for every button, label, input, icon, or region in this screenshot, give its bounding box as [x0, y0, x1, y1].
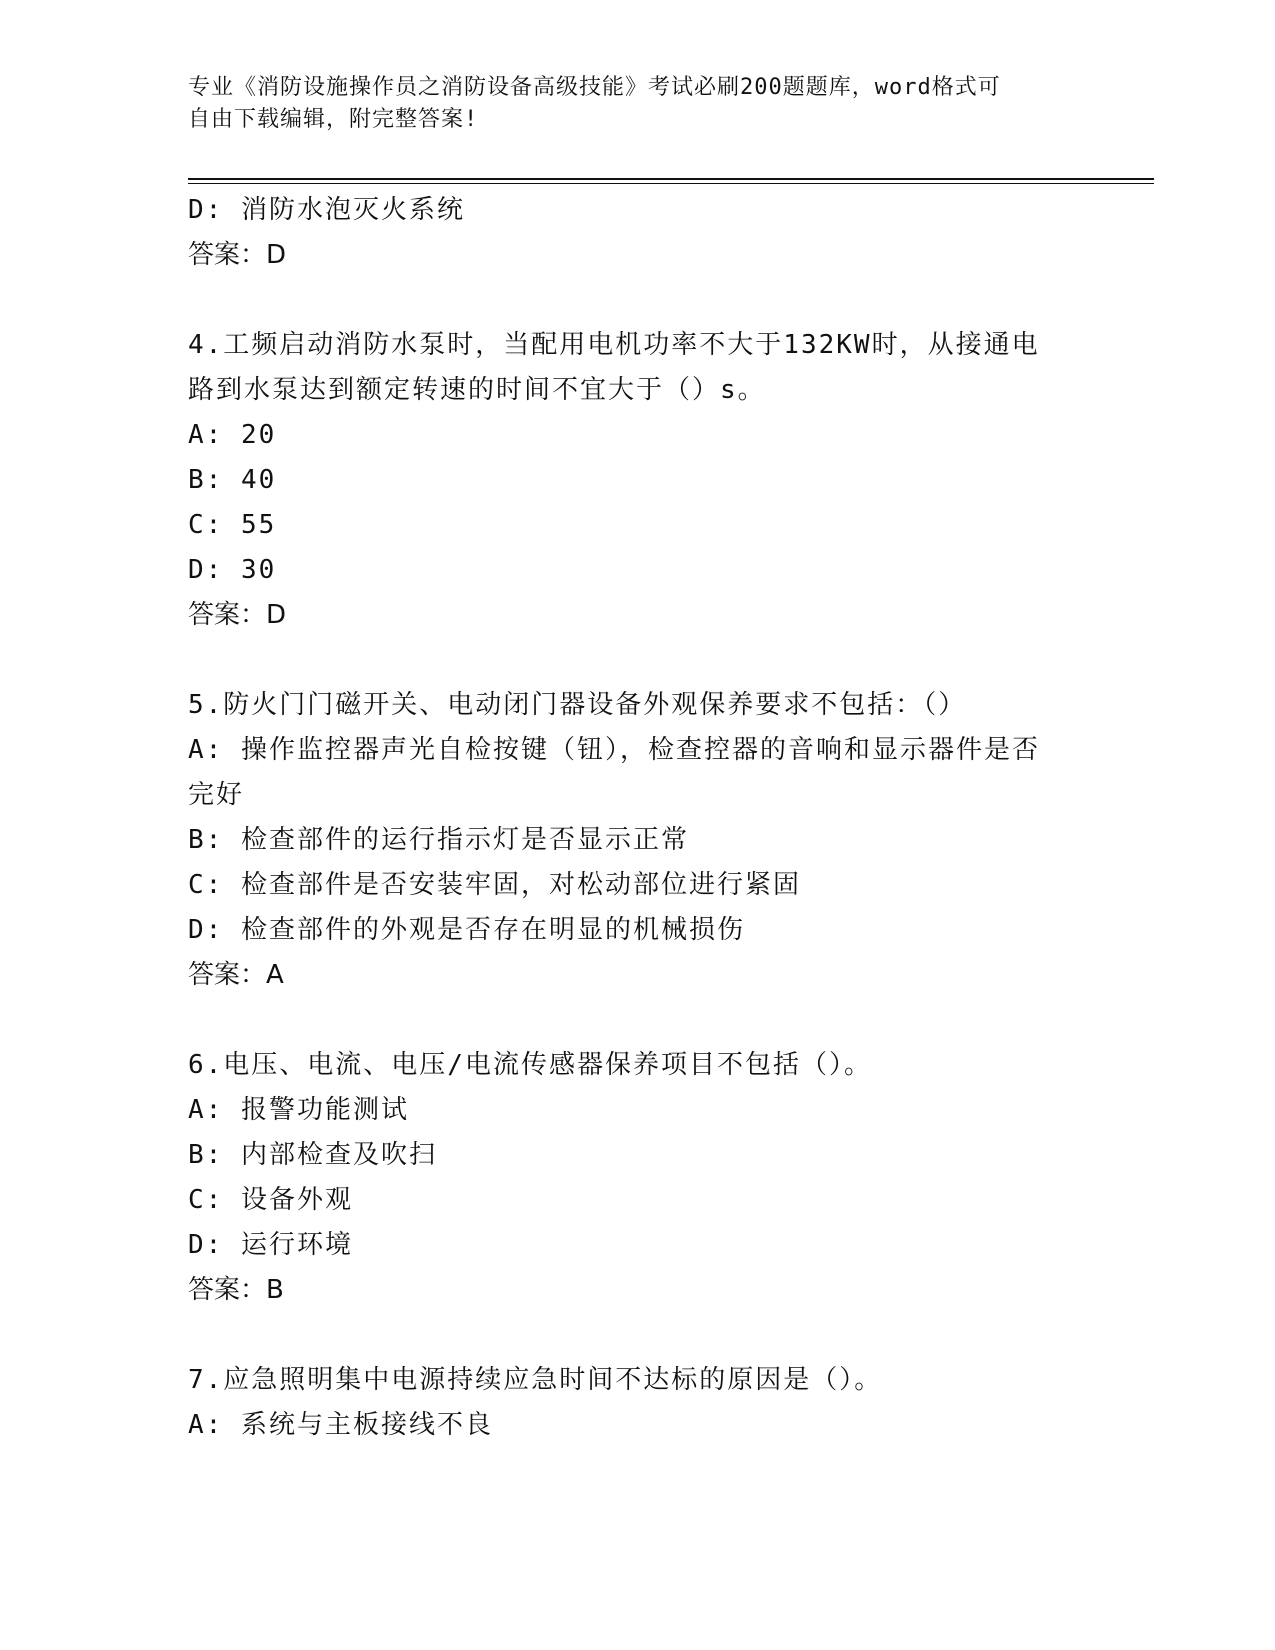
- header-divider-thin: [188, 183, 1154, 184]
- question-5-stem: 5.防火门门磁开关、电动闭门器设备外观保养要求不包括：（）: [188, 690, 967, 720]
- question-4-option-b: B: 40: [188, 465, 277, 495]
- document-header: [188, 72, 1088, 136]
- question-6-option-b: B: 内部检查及吹扫: [188, 1140, 437, 1170]
- question-6-answer: 答案：B: [188, 1275, 284, 1305]
- question-4-option-a: A: 20: [188, 420, 277, 450]
- question-5-option-d: D: 检查部件的外观是否存在明显的机械损伤: [188, 915, 745, 945]
- question-5-option-c: C: 检查部件是否安装牢固，对松动部位进行紧固: [188, 870, 801, 900]
- question-list: [188, 188, 1088, 1448]
- header-line-1: 专业《消防设施操作员之消防设备高级技能》考试必刷200题题库，word格式可: [188, 75, 1001, 100]
- option-d: D: 消防水泡灭火系统: [188, 195, 465, 225]
- question-7-stem: 7.应急照明集中电源持续应急时间不达标的原因是（）。: [188, 1365, 883, 1395]
- question-7-option-a: A: 系统与主板接线不良: [188, 1410, 493, 1440]
- question-6-option-a: A: 报警功能测试: [188, 1095, 409, 1125]
- spacer: [188, 278, 1088, 323]
- question-6-stem: 6.电压、电流、电压/电流传感器保养项目不包括（）。: [188, 1050, 872, 1080]
- question-4-answer: 答案：D: [188, 600, 287, 630]
- question-5-option-a-line-2: 完好: [188, 780, 245, 810]
- spacer: [188, 1313, 1088, 1358]
- question-5-option-a-line-1: A: 操作监控器声光自检按键（钮），检查控器的音响和显示器件是否: [188, 735, 1040, 765]
- question-5-answer: 答案：A: [188, 960, 284, 990]
- question-4-stem-line-1: 4.工频启动消防水泵时，当配用电机功率不大于132KW时，从接通电: [188, 330, 1040, 360]
- answer: 答案：D: [188, 240, 287, 270]
- spacer: [188, 638, 1088, 683]
- question-4-option-d: D: 30: [188, 555, 277, 585]
- question-4-option-c: C: 55: [188, 510, 277, 540]
- spacer: [188, 998, 1088, 1043]
- question-4-stem-line-2: 路到水泵达到额定转速的时间不宜大于（）s。: [188, 375, 766, 405]
- header-line-2: 自由下载编辑，附完整答案!: [188, 107, 479, 132]
- question-5-option-b: B: 检查部件的运行指示灯是否显示正常: [188, 825, 689, 855]
- header-divider-thick: [188, 178, 1154, 180]
- question-6-option-c: C: 设备外观: [188, 1185, 353, 1215]
- question-6-option-d: D: 运行环境: [188, 1230, 353, 1260]
